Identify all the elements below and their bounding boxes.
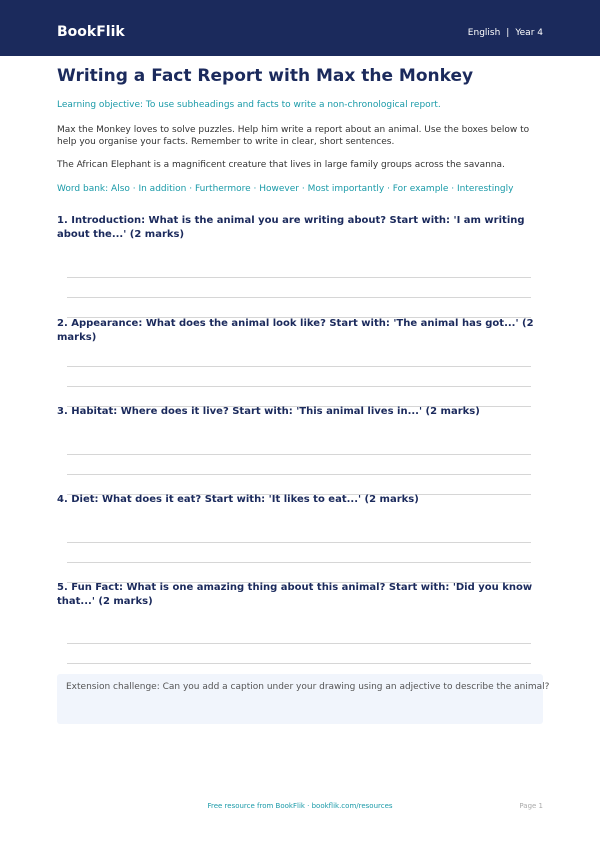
word-bank: Word bank: Also · In addition · Furthermore · However · Most importantly · For example · Interestingly <box>57 184 514 194</box>
answer-line[interactable] <box>67 277 531 278</box>
subject-year <box>468 28 543 38</box>
learning-objective: Learning objective: To use subheadings and facts to write a non-chronological report. <box>57 100 441 110</box>
question-3: 3. Habitat: Where does it live? Start with: 'This animal lives in...' (2 marks) <box>57 406 480 417</box>
answer-line[interactable] <box>67 297 531 298</box>
intro-paragraph: Max the Monkey loves to solve puzzles. Help him write a report about an animal. Use the boxes below to help you organise your facts. Remember to write in clear, short sentences. <box>57 125 530 147</box>
answer-line[interactable] <box>67 663 531 664</box>
question-1: 1. Introduction: What is the animal you are writing about? Start with: 'I am writing about the...' (2 marks) <box>57 215 525 240</box>
answer-line[interactable] <box>67 454 531 455</box>
question-5: 5. Fun Fact: What is one amazing thing about this animal? Start with: 'Did you know that...' (2 marks) <box>57 582 533 607</box>
extension-box <box>57 674 550 724</box>
fact-sentence: The African Elephant is a magnificent creature that lives in large family groups across the savanna. <box>57 160 505 170</box>
brand-logo-text: BookFlik <box>57 24 125 40</box>
answer-line[interactable] <box>67 386 531 387</box>
header-bar <box>0 0 600 56</box>
answer-line[interactable] <box>67 542 531 543</box>
answer-line[interactable] <box>67 643 531 644</box>
extension-text: Extension challenge: Can you add a caption under your drawing using an adjective to describe the animal? <box>66 682 550 692</box>
question-2: 2. Appearance: What does the animal look like? Start with: 'The animal has got...' (2 marks) <box>57 318 534 343</box>
answer-line[interactable] <box>67 366 531 367</box>
year-label: Year 4 <box>515 28 543 38</box>
answer-line[interactable] <box>67 562 531 563</box>
answer-line[interactable] <box>67 474 531 475</box>
footer-resource: Free resource from BookFlik · bookflik.com/resources <box>207 802 393 810</box>
separator: | <box>506 28 510 38</box>
question-4: 4. Diet: What does it eat? Start with: 'It likes to eat...' (2 marks) <box>57 494 419 505</box>
worksheet-title: Writing a Fact Report with Max the Monkey <box>57 66 474 86</box>
subject-label: English <box>467 28 501 38</box>
page-number: Page 1 <box>519 802 543 810</box>
